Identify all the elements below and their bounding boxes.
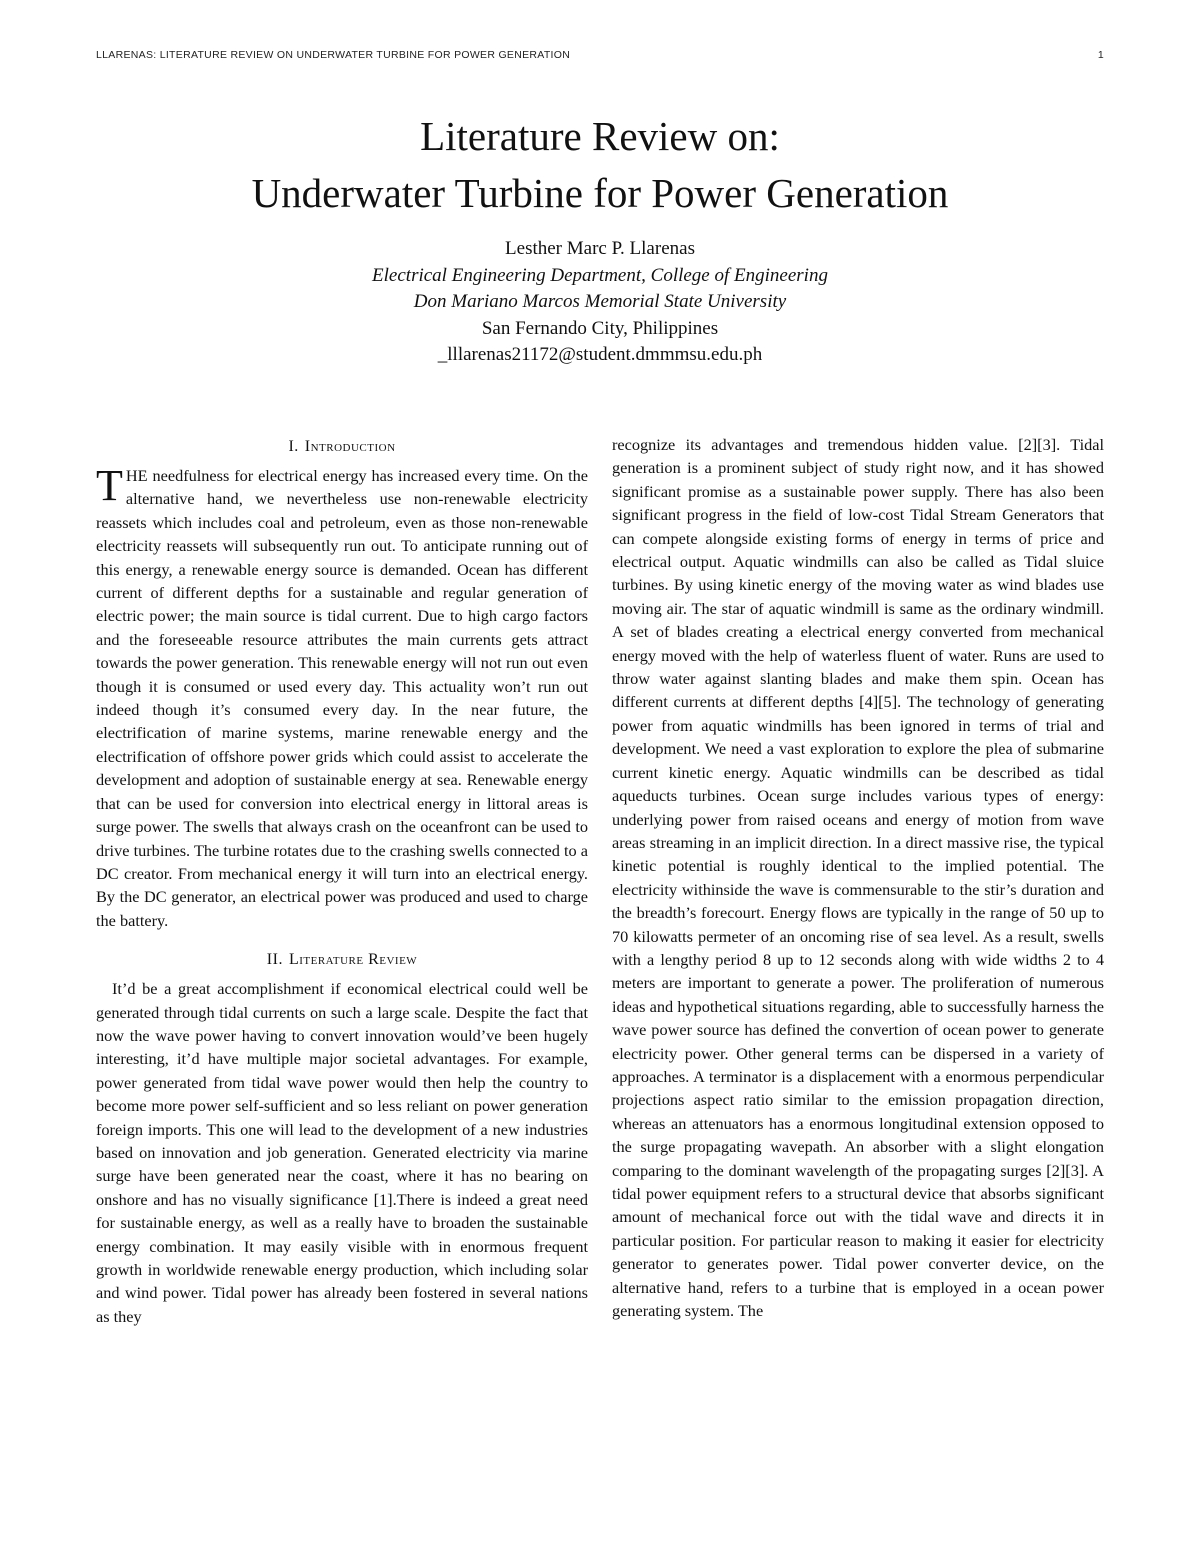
author-email: _lllarenas21172@student.dmmmsu.edu.ph [437,344,763,365]
right-column [612,433,1104,1322]
author-university: Don Mariano Marcos Memorial State University [413,291,787,312]
section-number: I. [288,438,299,455]
author-block [96,236,1104,369]
title-block [96,108,1104,369]
running-head [96,49,1104,67]
section-heading-literature-review [96,946,588,971]
introduction-paragraph [96,461,588,932]
paper-title [96,108,1104,222]
author-name: Lesther Marc P. Llarenas [505,238,695,259]
author-department: Electrical Engineering Department, College of Engineering [372,264,828,286]
section-title: Introduction [304,438,396,455]
body-columns [96,433,1104,1493]
literature-review-paragraph-right: recognize its advantages and tremendous hidden value. [2][3]. Tidal generation is a prominent subject of study right now, and it has showed significant promise as a sustainable power supply. There has also been significant progress in the field of low-cost Tidal Stream Generators that can compete alongside existing forms of energy in terms of price and electrical output. Aquatic windmills can also be called as Tidal sluice turbines. By using kinetic energy of the moving water as wind blades use moving air. The star of aquatic windmill is same as the ordinary windmill. A set of blades creating a electrical energy converted from mechanical energy moved with the help of waterless fluent of water. Runs are used to throw water against slanting blades and make them spin. Ocean has different currents at different depths [4][5]. The technology of generating power from aquatic windmills has been ignored in terms of trial and development. We need a vast exploration to explore the plea of submarine current kinetic energy. Aquatic windmills can be described as tidal aqueducts turbines. Ocean surge includes various types of energy: underlying power from raised oceans and energy of motion from wave areas streaming in an implicit direction. In a direct massive rise, the typical kinetic potential is roughly identical to the implied potential. The electricity withinside the wave is commensurable to the stir’s duration and the breadth’s forecourt. Energy flows are typically in the range of 50 up to 70 kilowatts permeter of an oncoming rise of sea level. As a result, swells with a lengthy period 8 up to 12 seconds along with wide widths 2 to 4 meters are important to generate a power. The proliferation of numerous ideas and hypothetical situations regarding, able to successfully harness the wave power source has defined the convertion of ocean power to generate electricity power. Other general terms can be dispersed in a variety of approaches. A terminator is a displacement with a enormous perpendicular projections aspect ratio similar to the emission propagation direction, whereas an attenuators has a enormous longitudinal extension opposed to the surge propagating wavepath. An absorber with a slight elongation comparing to the dominant wavelength of the propagating surges [2][3]. A tidal power equipment refers to a structural device that absorbs significant amount of mechanical force out with the tidal wave and directs it in particular position. For particular reason to making it easier for electricity generator to generates power. Tidal power converter device, on the alternative hand, refers to a turbine that is employed in a ocean power generating system. The [612,435,1104,1321]
page-number: 1 [1097,49,1104,61]
literature-review-paragraph-left: It’d be a great accomplishment if economical electrical could well be generated through tidal currents on such a large scale. Despite the fact that now the wave power having to convert innovation would’ve been hugely interesting, it’d have multiple major societal advantages. For example, power generated from tidal wave power would then help the country to become more power self-sufficient and so less reliant on power generation foreign imports. This one will lead to the development of a new industries based on innovation and job generation. Generated electricity via marine surge have been generated near the coast, where it has no bearing on onshore and has no visually significance [1].There is indeed a great need for sustainable energy, as well as a really have to broaden the sustainable energy combination. It may easily visible with in enormous frequent growth in worldwide renewable energy production, which including solar and wind power. Tidal power has already been fostered in several nations as they [96,979,588,1326]
introduction-text: HE needfulness for electrical energy has increased every time. On the alternative hand, we nevertheless use non-renewable electricity reassets which includes coal and petroleum, even as those non-renewable electricity reassets will subsequently run out. To anticipate running out of this energy, a renewable energy source is demanded. Ocean has different current of different depths for a sustainable and regular generation of electric power; the main source is tidal current. Due to high cargo factors and the foreseeable resource attributes the main currents gets attract towards the power generation. This renewable energy will not run out even though it is consumed or used every day. This actuality won’t run out indeed though it’s consumed every day. In the near future, the electrification of marine systems, marine renewable energy and the electrification of offshore power grids which could assist to accelerate the development and adoption of sustainable energy at sea. Renewable energy that can be used for conversion into electrical energy in littoral areas is surge power. The swells that always crash on the oceanfront can be used to drive turbines. The turbine rotates due to the crashing swells connected to a DC creator. From mechanical energy it will turn into an electrical energy. By the DC generator, an electrical power was produced and used to charge the battery. [96,466,588,930]
section-gap [96,932,588,946]
section-number: II. [266,951,283,969]
paper-title-line-2: Underwater Turbine for Power Generation [251,170,949,216]
drop-cap: T [96,461,123,510]
left-column [96,433,588,1328]
section-title: Literature Review [288,951,418,969]
paper-title-line-1: Literature Review on: [420,113,780,159]
section-heading-introduction [96,433,588,458]
running-head-title: LLARENAS: LITERATURE REVIEW ON UNDERWATER TURBINE FOR POWER GENERATION [96,49,571,61]
author-location: San Fernando City, Philippines [481,317,719,339]
